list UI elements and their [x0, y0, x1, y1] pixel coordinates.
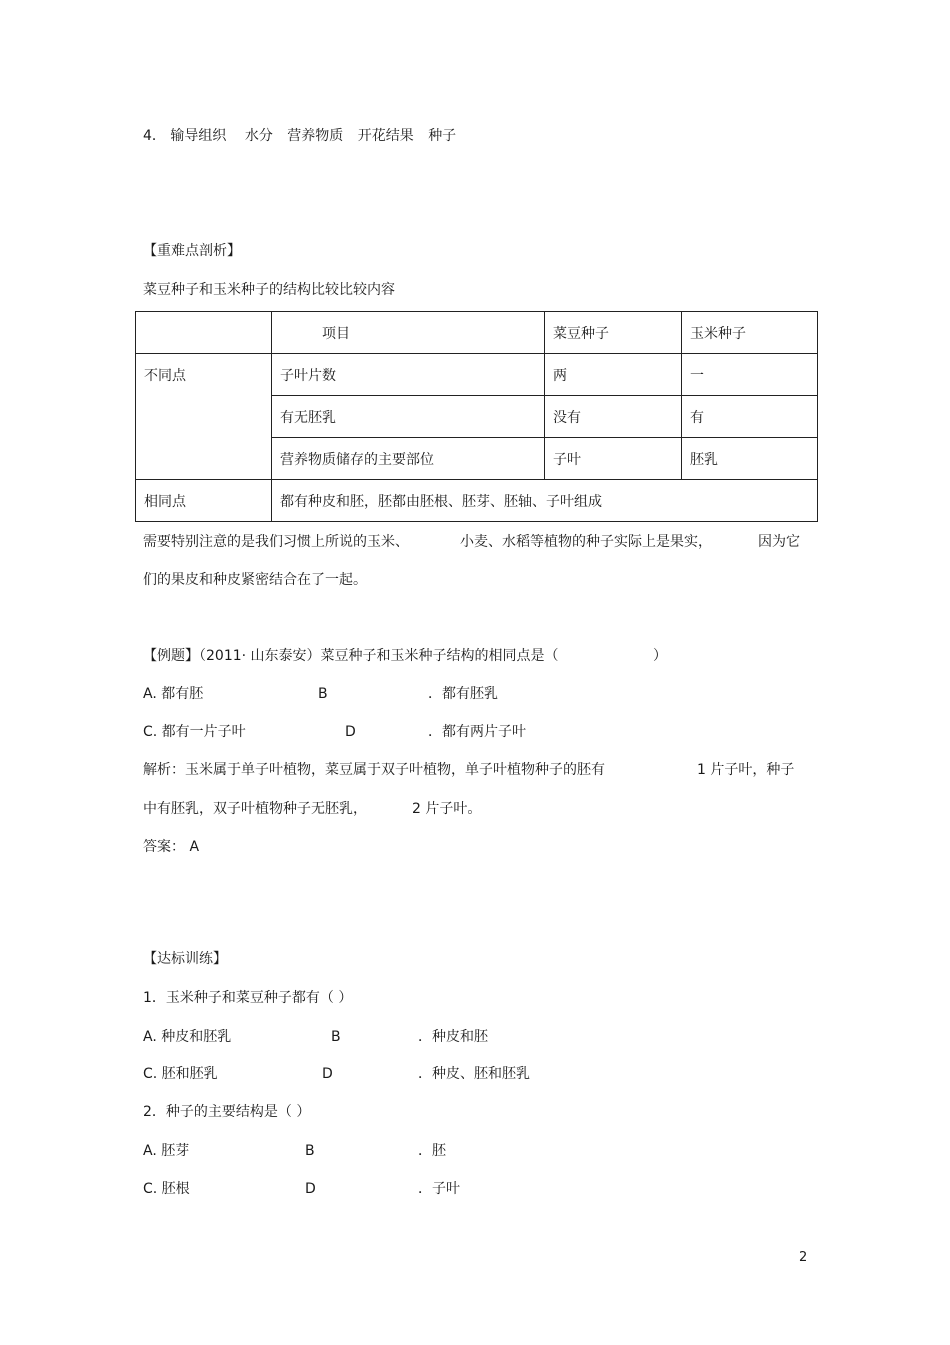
- table-cell: 子叶片数: [272, 354, 545, 396]
- q2-option-b-text: ．胚: [418, 1143, 446, 1159]
- training-heading: 【达标训练】: [143, 951, 227, 967]
- table-header-cell: 项目: [272, 312, 545, 354]
- table-cell: 一: [682, 354, 818, 396]
- table-row: [136, 354, 818, 396]
- table-cell: 有: [682, 396, 818, 438]
- table-cell: 两: [545, 354, 682, 396]
- table-cell: 子叶: [545, 438, 682, 480]
- page-number: 2: [799, 1250, 808, 1265]
- q2-option-d-letter: D: [305, 1181, 316, 1197]
- note-part: 因为它: [758, 534, 800, 550]
- answer-item: 营养物质: [287, 128, 344, 144]
- note-part: 小麦、水稻等植物的种子实际上是果实，: [460, 534, 712, 550]
- table-cell: 有无胚乳: [272, 396, 545, 438]
- q1-option-b-letter: B: [331, 1029, 341, 1045]
- table-header-cell: [136, 312, 272, 354]
- q1-option-a: A. 种皮和胚乳: [143, 1029, 232, 1045]
- item-number: 4．: [143, 128, 166, 144]
- answer-line-4: [143, 127, 456, 145]
- table-row: [136, 480, 818, 522]
- question-2: 2．种子的主要结构是（ ）: [143, 1104, 311, 1120]
- note-part: 需要特别注意的是我们习惯上所说的玉米、: [143, 534, 409, 550]
- analysis-text: 解析：玉米属于单子叶植物，菜豆属于双子叶植物，单子叶植物种子的胚有: [143, 762, 605, 778]
- option-d-text: ．都有两片子叶: [428, 724, 526, 740]
- answer-text: 答案： A: [143, 839, 200, 855]
- q2-option-c: C. 胚根: [143, 1181, 190, 1197]
- analysis-heading: 【重难点剖析】: [143, 243, 241, 259]
- note-line: 们的果皮和种皮紧密结合在了一起。: [143, 572, 367, 588]
- answer-item: 水分: [244, 128, 273, 144]
- table-cell: 没有: [545, 396, 682, 438]
- question-1: 1．玉米种子和菜豆种子都有（ ）: [143, 990, 353, 1006]
- q1-option-d-text: ．种皮、胚和胚乳: [418, 1066, 530, 1082]
- answer-item: 输导组织: [170, 128, 227, 144]
- option-b-text: ．都有胚乳: [428, 686, 498, 702]
- analysis-text: 中有胚乳，双子叶植物种子无胚乳，: [143, 801, 367, 817]
- same-label-cell: 相同点: [136, 480, 272, 522]
- table-caption: 菜豆种子和玉米种子的结构比较比较内容: [143, 282, 395, 298]
- comparison-table: [135, 311, 818, 522]
- same-text-cell: 都有种皮和胚，胚都由胚根、胚芽、胚轴、子叶组成: [272, 480, 818, 522]
- answer-item: 种子: [428, 128, 457, 144]
- analysis-text: 1 片子叶，种子: [697, 762, 795, 778]
- diff-label-cell: 不同点: [136, 354, 272, 480]
- table-cell: 胚乳: [682, 438, 818, 480]
- example-stem: 【例题】（2011· 山东泰安）菜豆种子和玉米种子结构的相同点是（: [143, 648, 559, 664]
- q1-option-b-text: ．种皮和胚: [418, 1029, 488, 1045]
- q2-option-d-text: ．子叶: [418, 1181, 460, 1197]
- q1-option-c: C. 胚和胚乳: [143, 1066, 218, 1082]
- answer-item: 开花结果: [357, 128, 414, 144]
- option-d-letter: D: [345, 724, 356, 740]
- table-cell: 营养物质储存的主要部位: [272, 438, 545, 480]
- q2-option-b-letter: B: [305, 1143, 315, 1159]
- option-c: C. 都有一片子叶: [143, 724, 246, 740]
- table-header-row: [136, 312, 818, 354]
- q2-option-a: A. 胚芽: [143, 1143, 190, 1159]
- table-header-cell: 玉米种子: [682, 312, 818, 354]
- q1-option-d-letter: D: [322, 1066, 333, 1082]
- option-a: A. 都有胚: [143, 686, 204, 702]
- analysis-text: 2 片子叶。: [412, 801, 482, 817]
- table-header-cell: 菜豆种子: [545, 312, 682, 354]
- example-stem-close: ）: [653, 648, 667, 664]
- option-b-letter: B: [318, 686, 328, 702]
